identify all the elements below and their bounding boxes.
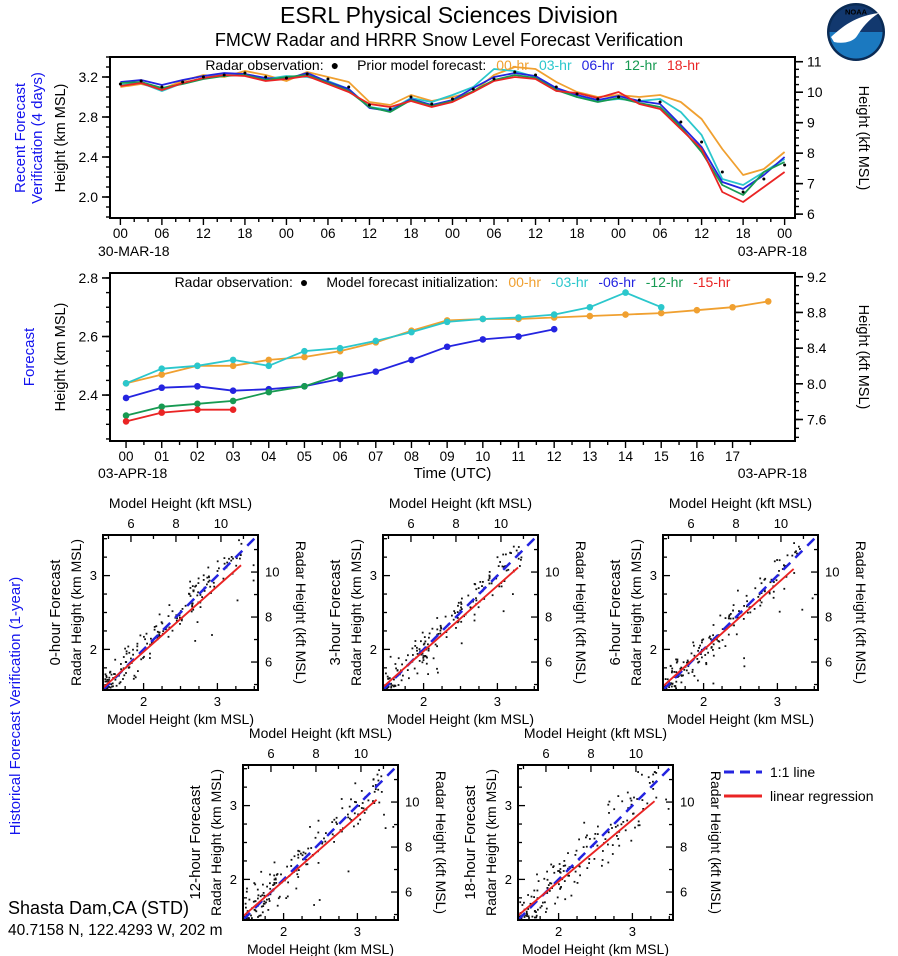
forecast-yaxis-right-title: Height (kft MSL) bbox=[855, 304, 871, 410]
scatter_0h-forecast-label: 0-hour Forecast bbox=[47, 559, 64, 666]
scatter_0h-axes bbox=[90, 516, 280, 709]
svg-text:9: 9 bbox=[807, 114, 815, 131]
svg-text:18: 18 bbox=[569, 226, 585, 241]
forecast-legend-item: -12-hr bbox=[645, 274, 684, 290]
svg-text:3: 3 bbox=[89, 568, 97, 584]
svg-text:12: 12 bbox=[546, 449, 562, 464]
recent_verification-legend-item: ● bbox=[330, 57, 340, 73]
svg-text:2: 2 bbox=[139, 694, 148, 709]
svg-text:3: 3 bbox=[229, 798, 237, 814]
svg-text:00: 00 bbox=[444, 226, 461, 241]
recent_verification-radar-dot bbox=[326, 78, 329, 81]
svg-text:00: 00 bbox=[611, 226, 627, 241]
recent_verification-radar-dot bbox=[181, 81, 184, 84]
svg-text:3: 3 bbox=[213, 694, 222, 709]
recent_verification-legend-item: 06-hr bbox=[581, 57, 615, 73]
recent_verification-radar-dot bbox=[202, 76, 205, 79]
svg-text:05: 05 bbox=[296, 449, 312, 464]
svg-text:02: 02 bbox=[189, 449, 205, 464]
scatter_3h-regression-line bbox=[383, 567, 518, 687]
svg-text:11: 11 bbox=[807, 53, 822, 70]
regression-line-sample bbox=[724, 792, 762, 800]
forecast-legend-item: -06-hr bbox=[598, 274, 636, 290]
scatter_18h-right-title: Radar Height (kft MSL) bbox=[708, 770, 724, 915]
svg-text:13: 13 bbox=[582, 449, 598, 464]
legend-one-to-one-row bbox=[724, 760, 874, 784]
svg-text:8: 8 bbox=[452, 516, 460, 531]
recent_verification-series-12-hr bbox=[120, 75, 784, 195]
recent_verification-legend-item: 03-hr bbox=[538, 57, 572, 73]
svg-text:7.6: 7.6 bbox=[807, 411, 827, 428]
regression-label: linear regression bbox=[770, 788, 874, 804]
scatter_18h-forecast-label: 18-hour Forecast bbox=[462, 785, 479, 900]
recent_verification-radar-dot bbox=[659, 101, 662, 104]
svg-text:11: 11 bbox=[511, 449, 526, 464]
svg-text:10: 10 bbox=[545, 564, 560, 580]
scatter_0h-bottom-title: Model Height (km MSL) bbox=[106, 711, 255, 727]
svg-text:8: 8 bbox=[312, 746, 320, 761]
svg-text:6: 6 bbox=[127, 516, 135, 531]
svg-text:14: 14 bbox=[618, 449, 634, 464]
svg-text:2: 2 bbox=[699, 694, 708, 709]
svg-text:10: 10 bbox=[825, 564, 840, 580]
recent-verification-chart bbox=[0, 46, 898, 268]
recent_verification-radar-dot bbox=[742, 191, 745, 194]
svg-text:3: 3 bbox=[493, 694, 502, 709]
recent_verification-radar-dot bbox=[409, 96, 412, 99]
forecast-date-left: 03-APR-18 bbox=[98, 465, 168, 481]
svg-text:6: 6 bbox=[407, 516, 415, 531]
scatter-18hour bbox=[460, 723, 730, 956]
recent_verification-radar-dot bbox=[493, 78, 496, 81]
svg-text:18: 18 bbox=[237, 226, 253, 241]
svg-text:6: 6 bbox=[807, 206, 815, 223]
scatter_0h-right-title: Radar Height (kft MSL) bbox=[293, 540, 309, 685]
svg-text:06: 06 bbox=[332, 449, 348, 464]
scatter_6h-bottom-title: Model Height (km MSL) bbox=[666, 711, 815, 727]
scatter_12h-axes bbox=[230, 746, 420, 939]
svg-text:06: 06 bbox=[486, 226, 502, 241]
forecast-legend-item: -15-hr bbox=[693, 274, 731, 290]
legend-regression-row bbox=[724, 784, 874, 808]
svg-text:2.0: 2.0 bbox=[78, 189, 98, 205]
svg-text:8: 8 bbox=[825, 609, 833, 625]
scatter_18h-top-title: Model Height (kft MSL) bbox=[523, 725, 668, 741]
svg-text:2: 2 bbox=[369, 641, 377, 657]
scatter_12h-svg bbox=[185, 723, 455, 956]
recent_verification-legend-item: 18-hr bbox=[667, 57, 700, 73]
recent-yaxis-right-title: Height (kft MSL) bbox=[855, 85, 871, 191]
svg-text:00: 00 bbox=[112, 226, 128, 241]
svg-text:8: 8 bbox=[587, 746, 595, 761]
svg-text:2: 2 bbox=[229, 871, 237, 887]
svg-text:2: 2 bbox=[419, 694, 428, 709]
forecast-legend-item: ● bbox=[299, 274, 309, 290]
recent_verification-radar-dot bbox=[430, 103, 433, 106]
recent_verification-radar-dot bbox=[576, 93, 579, 96]
svg-text:10: 10 bbox=[475, 449, 491, 464]
forecast-xaxis-title: Time (UTC) bbox=[413, 465, 492, 482]
scatter_3h-bottom-title: Model Height (km MSL) bbox=[386, 711, 535, 727]
svg-text:6: 6 bbox=[265, 654, 273, 670]
svg-text:6: 6 bbox=[545, 654, 553, 670]
svg-text:6: 6 bbox=[825, 654, 833, 670]
svg-text:12: 12 bbox=[694, 226, 710, 241]
svg-text:8: 8 bbox=[680, 839, 688, 855]
recent_verification-legend-item: Radar observation: bbox=[205, 57, 324, 73]
forecast-chart-legend bbox=[110, 274, 795, 290]
svg-text:16: 16 bbox=[689, 449, 705, 464]
recent_verification-radar-dot bbox=[223, 74, 226, 77]
forecast-series--03-hr bbox=[126, 293, 661, 384]
svg-text:10: 10 bbox=[773, 516, 789, 531]
svg-text:8: 8 bbox=[732, 516, 740, 531]
recent_verification-radar-dot bbox=[679, 121, 682, 124]
svg-text:10: 10 bbox=[353, 746, 369, 761]
forecast-section-label: Forecast bbox=[21, 327, 38, 387]
scatter_18h-left-title: Radar Height (km MSL) bbox=[483, 768, 499, 917]
svg-text:15: 15 bbox=[653, 449, 669, 464]
svg-text:8: 8 bbox=[265, 609, 273, 625]
scatter_12h-bottom-title: Model Height (km MSL) bbox=[246, 941, 395, 956]
scatter-0hour bbox=[45, 493, 315, 730]
svg-text:06: 06 bbox=[320, 226, 336, 241]
recent-section-label: Recent Forecast Verification (4 days) bbox=[12, 72, 47, 204]
station-name: Shasta Dam,CA (STD) bbox=[8, 898, 190, 918]
recent_verification-series-03-hr bbox=[120, 69, 784, 185]
svg-text:10: 10 bbox=[265, 564, 280, 580]
recent_verification-radar-dot bbox=[638, 99, 641, 102]
recent_verification-radar-dot bbox=[389, 108, 392, 111]
recent_verification-svg bbox=[0, 46, 898, 268]
recent-chart-legend bbox=[110, 57, 795, 73]
recent_verification-radar-dot bbox=[783, 164, 786, 167]
svg-text:8: 8 bbox=[405, 839, 413, 855]
svg-text:3: 3 bbox=[369, 568, 377, 584]
scatter_3h-left-title: Radar Height (km MSL) bbox=[348, 538, 364, 687]
forecast-legend-item: Radar observation: bbox=[174, 274, 293, 290]
forecast-legend-item: Model forecast initialization: bbox=[326, 274, 499, 290]
forecast-chart bbox=[0, 262, 898, 492]
svg-text:18: 18 bbox=[403, 226, 419, 241]
svg-text:17: 17 bbox=[725, 449, 741, 464]
scatter_6h-left-title: Radar Height (km MSL) bbox=[628, 538, 644, 687]
recent_verification-date-left: 30-MAR-18 bbox=[98, 243, 170, 259]
svg-text:8: 8 bbox=[807, 145, 815, 162]
scatter_3h-top-title: Model Height (kft MSL) bbox=[388, 495, 533, 511]
scatter_18h-regression-line bbox=[518, 801, 655, 915]
historical-section-label: Historical Forecast Verification (1-year) bbox=[7, 576, 24, 836]
svg-text:8: 8 bbox=[545, 609, 553, 625]
svg-text:8.4: 8.4 bbox=[807, 340, 827, 357]
svg-text:8: 8 bbox=[172, 516, 180, 531]
scatter_12h-regression-line bbox=[243, 800, 377, 917]
svg-text:3.2: 3.2 bbox=[78, 69, 98, 85]
scatter_6h-svg bbox=[605, 493, 875, 730]
recent_verification-radar-dot bbox=[368, 104, 371, 107]
svg-text:06: 06 bbox=[652, 226, 668, 241]
recent_verification-radar-dot bbox=[700, 141, 703, 144]
svg-text:03: 03 bbox=[225, 449, 241, 464]
svg-text:2: 2 bbox=[554, 924, 563, 939]
recent_verification-radar-dot bbox=[264, 76, 267, 79]
recent_verification-legend-item: 12-hr bbox=[624, 57, 657, 73]
scatter_6h-forecast-label: 6-hour Forecast bbox=[607, 559, 624, 666]
recent_verification-radar-dot bbox=[617, 96, 620, 99]
one-to-one-label: 1:1 line bbox=[770, 764, 816, 780]
recent_verification-radar-dot bbox=[119, 83, 122, 86]
svg-text:2.6: 2.6 bbox=[78, 328, 98, 345]
scatter_6h-top-title: Model Height (kft MSL) bbox=[668, 495, 813, 511]
svg-text:2: 2 bbox=[504, 871, 512, 887]
svg-text:6: 6 bbox=[680, 884, 688, 900]
scatter_0h-left-title: Radar Height (km MSL) bbox=[68, 538, 84, 687]
recent_verification-radar-dot bbox=[285, 77, 288, 80]
svg-text:00: 00 bbox=[777, 226, 793, 241]
scatter_12h-top-title: Model Height (kft MSL) bbox=[248, 725, 393, 741]
scatter-legend bbox=[724, 760, 874, 808]
scatter_3h-forecast-label: 3-hour Forecast bbox=[327, 559, 344, 666]
forecast-series-00-hr bbox=[126, 301, 768, 383]
recent_verification-radar-dot bbox=[596, 98, 599, 101]
svg-text:8.8: 8.8 bbox=[807, 304, 827, 321]
forecast-plot-border bbox=[110, 273, 795, 441]
scatter_0h-svg bbox=[45, 493, 315, 730]
recent_verification-radar-dot bbox=[721, 171, 724, 174]
scatter_12h-forecast-label: 12-hour Forecast bbox=[187, 785, 204, 900]
svg-text:6: 6 bbox=[267, 746, 275, 761]
svg-text:10: 10 bbox=[628, 746, 644, 761]
scatter_12h-right-title: Radar Height (kft MSL) bbox=[433, 770, 449, 915]
svg-text:3: 3 bbox=[628, 924, 637, 939]
forecast-series--06-hr bbox=[126, 329, 554, 398]
svg-text:10: 10 bbox=[405, 794, 420, 810]
svg-text:3: 3 bbox=[649, 568, 657, 584]
recent_verification-legend-item: Prior model forecast: bbox=[357, 57, 487, 73]
svg-text:2.8: 2.8 bbox=[78, 269, 98, 286]
recent_verification-radar-dot bbox=[534, 74, 537, 77]
scatter_18h-svg bbox=[460, 723, 730, 956]
svg-text:18: 18 bbox=[735, 226, 751, 241]
svg-text:2: 2 bbox=[279, 924, 288, 939]
svg-text:2.4: 2.4 bbox=[78, 149, 98, 165]
station-coords: 40.7158 N, 122.4293 W, 202 m bbox=[8, 922, 223, 939]
svg-text:12: 12 bbox=[361, 226, 377, 241]
svg-text:10: 10 bbox=[807, 84, 823, 101]
svg-text:2: 2 bbox=[649, 641, 657, 657]
svg-text:00: 00 bbox=[118, 449, 134, 464]
recent_verification-radar-dot bbox=[762, 178, 765, 181]
recent_verification-radar-dot bbox=[451, 98, 454, 101]
recent_verification-legend-item: 00-hr bbox=[496, 57, 529, 73]
forecast-yaxis-left-title: Height (km MSL) bbox=[53, 302, 69, 412]
svg-text:10: 10 bbox=[493, 516, 509, 531]
scatter_3h-axes bbox=[370, 516, 560, 709]
scatter-3hour bbox=[325, 493, 595, 730]
recent_verification-radar-dot bbox=[555, 86, 558, 89]
scatter_0h-top-title: Model Height (kft MSL) bbox=[108, 495, 253, 511]
scatter_6h-right-title: Radar Height (kft MSL) bbox=[853, 540, 869, 685]
scatter_12h-left-title: Radar Height (km MSL) bbox=[208, 768, 224, 917]
scatter_3h-right-title: Radar Height (kft MSL) bbox=[573, 540, 589, 685]
scatter_18h-bottom-title: Model Height (km MSL) bbox=[521, 941, 670, 956]
svg-text:06: 06 bbox=[154, 226, 170, 241]
svg-text:3: 3 bbox=[353, 924, 362, 939]
scatter_3h-svg bbox=[325, 493, 595, 730]
svg-text:07: 07 bbox=[368, 449, 384, 464]
recent_verification-radar-dot bbox=[472, 88, 475, 91]
svg-text:12: 12 bbox=[528, 226, 544, 241]
svg-text:6: 6 bbox=[542, 746, 550, 761]
svg-text:04: 04 bbox=[261, 449, 277, 464]
svg-text:3: 3 bbox=[773, 694, 782, 709]
recent_verification-date-right: 03-APR-18 bbox=[737, 243, 807, 259]
scatter-6hour bbox=[605, 493, 875, 730]
svg-text:9.2: 9.2 bbox=[807, 268, 827, 285]
svg-text:10: 10 bbox=[213, 516, 229, 531]
svg-text:6: 6 bbox=[405, 884, 413, 900]
forecast-legend-item: -03-hr bbox=[551, 274, 589, 290]
svg-text:2: 2 bbox=[89, 641, 97, 657]
svg-text:09: 09 bbox=[439, 449, 455, 464]
svg-text:2.4: 2.4 bbox=[78, 387, 98, 404]
svg-text:08: 08 bbox=[403, 449, 419, 464]
svg-text:12: 12 bbox=[195, 226, 211, 241]
scatter_0h-regression-line bbox=[103, 565, 241, 688]
svg-text:01: 01 bbox=[154, 449, 170, 464]
scatter-12hour bbox=[185, 723, 455, 956]
recent_verification-series-00-hr bbox=[120, 67, 784, 175]
svg-text:2.8: 2.8 bbox=[78, 109, 98, 125]
forecast-legend-item: 00-hr bbox=[508, 274, 541, 290]
forecast-svg bbox=[0, 262, 898, 492]
svg-text:8.0: 8.0 bbox=[807, 375, 827, 392]
one-to-one-line-sample bbox=[724, 768, 762, 776]
forecast-date-right: 03-APR-18 bbox=[737, 465, 807, 481]
page-title: ESRL Physical Sciences Division bbox=[280, 2, 618, 28]
noaa-logo-text: NOAA bbox=[844, 7, 868, 17]
svg-text:3: 3 bbox=[504, 798, 512, 814]
scatter_18h-axes bbox=[505, 746, 695, 939]
recent-yaxis-left-title: Height (km MSL) bbox=[53, 83, 69, 193]
recent_verification-radar-dot bbox=[347, 86, 350, 89]
recent_verification-radar-dot bbox=[140, 80, 143, 83]
svg-text:10: 10 bbox=[680, 794, 695, 810]
svg-text:6: 6 bbox=[687, 516, 695, 531]
page-subtitle: FMCW Radar and HRRR Snow Level Forecast Verification bbox=[214, 30, 684, 50]
scatter_6h-regression-line bbox=[663, 569, 794, 686]
recent_verification-radar-dot bbox=[160, 86, 163, 89]
svg-text:00: 00 bbox=[278, 226, 294, 241]
svg-text:7: 7 bbox=[807, 175, 815, 192]
